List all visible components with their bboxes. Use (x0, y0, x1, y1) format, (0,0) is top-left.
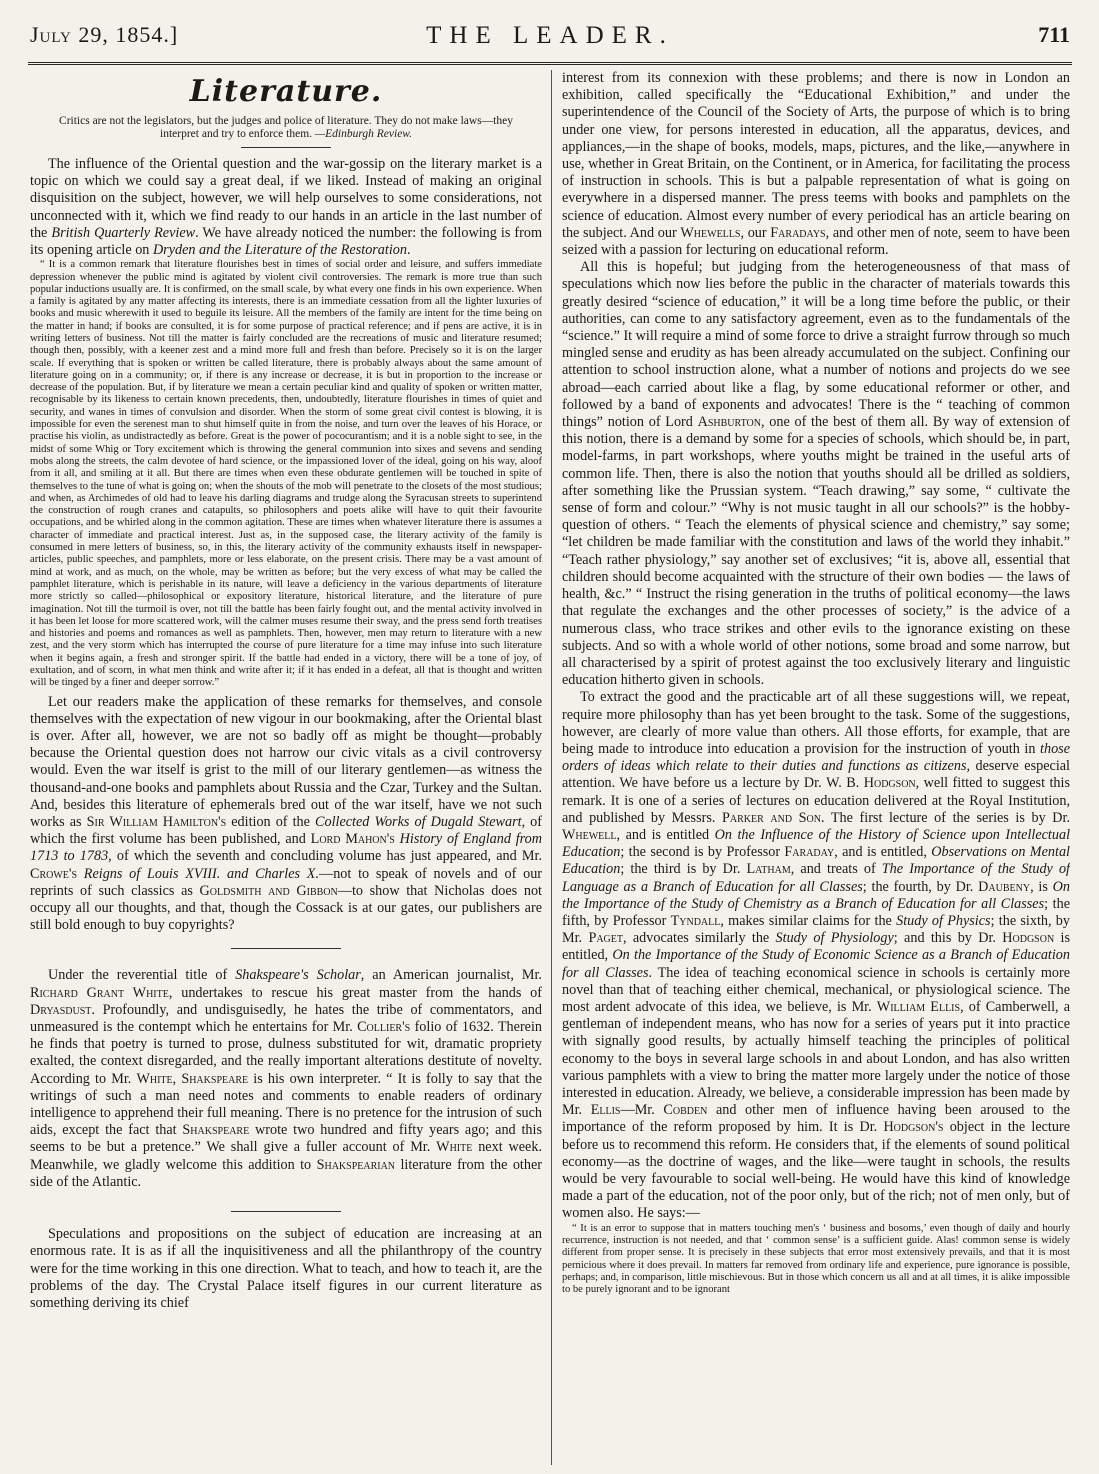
article-paragraph: To extract the good and the practicable art of all these suggestions will, we repeat, require more philosophy than has yet been brought to the task. Some of the suggestions, however, are clearly of more value than others. All those efforts, for example, that are being made to introduce into education a provision for the instruction of youth in those orders of ideas which relate to their duties and functions as citizens, deserve especial attention. We have before us a lecture by Dr. W. B. Hodgson, well fitted to suggest this remark. It is one of a series of lectures on education delivered at the Royal Institution, and published by Messrs. Parker and Son. The first lecture of the series is by Dr. Whewell, and is entitled On the Influence of the History of Science upon Intellectual Education; the second is by Professor Faraday, and is entitled, Observations on Mental Education; the third is by Dr. Latham, and treats of The Importance of the Study of Language as a Branch of Education for all Classes; the fourth, by Dr. Daubeny, is On the Importance of the Study of Chemistry as a Branch of Education for all Classes; the fifth, by Professor Tyndall, makes similar claims for the Study of Physics; the sixth, by Mr. Paget, advocates similarly the Study of Physiology; and this by Dr. Hodgson is entitled, On the Importance of the Study of Economic Science as a Branch of Education for all Classes. The idea of teaching economical science in schools is certainly more novel than that of teaching either chemical, mechanical, or physiological science. The most ardent advocate of this idea, we believe, is Mr. William Ellis, of Camberwell, a gentleman of independent means, who has now for a series of years put it into practice with signally good results, by actually himself teaching the principles of political economy to the boys in several large schools in and about London, and has also written various pamphlets with a view to bring the matter more largely under the notice of those interested in education. Already, we believe, a considerable impression has been made by Mr. Ellis—Mr. Cobden and other men of influence having been aroused to the importance of the reform proposed by him. It is Dr. Hodgson's object in the lecture before us to recommend this reform. He considers that, if the elements of sound political economy—as the doctrine of wages, and the like—were taught in schools, the results would be very favourable to social well-being. He would have this kind of knowledge made a part of the education, not of the poor only, but of the rich; not of men only, but of women also. He says:— (562, 689, 1070, 1222)
column-divider (551, 70, 552, 1465)
right-column (562, 70, 1070, 1470)
block-quote: “ It is an error to suppose that in matters touching men's ‘ business and bosoms,’ even though of daily and hourly recurrence, instruction is not needed, and that ‘ common sense’ is a sufficient guide. Alas! common sense is widely different from proper sense. It is precisely in these subjects that error most extensively prevails, and that it is most pernicious where it does prevail. In matters far removed from ordinary life and experience, pure ignorance is possible, perhaps; and, in comparison, little mischievous. But in those which concern us all and at all times, it is alike impossible to be purely ignorant and to be ignorant (562, 1222, 1070, 1296)
article-paragraph: Under the reverential title of Shakspeare's Scholar, an American journalist, Mr. Richard Grant White, undertakes to rescue his great master from the hands of Dryasdust. Profoundly, and undisguisedly, he hates the tribe of commentators, and unmeasured is the contempt which he entertains for Mr. Collier's folio of 1632. Therein he finds that poetry is turned to prose, dulness substituted for wit, dramatic propriety exalted, the context disregarded, and the really important alterations destitute of novelty. According to Mr. White, Shakspeare is his own interpreter. “ It is folly to say that the writings of such a man need notes and comments to enable readers of ordinary intelligence to apprehend their full meaning. There is no pretence for the intrusion of such aids, except the fact that Shakspeare wrote two hundred and fifty years ago; and this seems to be but a pretence.” We shall give a fuller account of Mr. White next week. Meanwhile, we gladly welcome this addition to Shakspearian literature from the other side of the Atlantic. (30, 967, 542, 1190)
left-column (30, 70, 542, 1470)
article-paragraph: Let our readers make the application of these remarks for themselves, and console themselves with the expectation of new vigour in our bookmaking, after the Oriental blast is over. After all, however, we are not so badly off as might be thought—probably because the Oriental question does not harrow our civic vitals as a civil controversy would. Even the war itself is grist to the mill of our literary gentlemen—as witness the thousand-and-one books and pamphlets about Russia and the Czar, Turkey and the Sultan. And, besides this literature of ephemerals bred out of the war itself, have we not such works as Sir William Hamilton's edition of the Collected Works of Dugald Stewart, of which the first volume has been published, and Lord Mahon's History of England from 1713 to 1783, of which the seventh and concluding volume has just appeared, and Mr. Crowe's Reigns of Louis XVIII. and Charles X.—not to speak of novels and of our reprints of such classics as Goldsmith and Gibbon—to show that Nicholas does not occupy all our thoughts, and that, though the Cossack is at our gates, our publishers are still bold enough to buy copyrights? (30, 693, 542, 934)
divider (231, 948, 341, 949)
publication-title: THE LEADER. (426, 22, 674, 49)
article-paragraph: The influence of the Oriental question and the war-gossip on the literary market is a topic on which we could say a great deal, if we liked. Instead of making an original disquisition on the subject, however, we will help ourselves to some considerations, not unconnected with it, which we find ready to our hands in an article in the last number of the British Quarterly Review. We have already noticed the number: the following is from its opening article on Dryden and the Literature of the Restoration. (30, 156, 542, 259)
section-motto (30, 115, 542, 141)
article-paragraph: Speculations and propositions on the subject of education are increasing at an enormous rate. It is as if all the inquisitiveness and all the philanthropy of the country were for the time working in this one direction. What to teach, and how to teach it, are the problems of the day. The Crystal Palace itself figures in our current literature as something deriving its chief (30, 1226, 542, 1311)
header-rule (28, 62, 1072, 65)
page-header (30, 22, 1070, 62)
block-quote: “ It is a common remark that literature flourishes best in times of social order and leisure, and suffers immediate depression whenever the public mind is agitated by violent civil controversies. The remark is more true than such popular inductions usually are. It is confirmed, on the small scale, by what every one finds in his own experience. When a family is agitated by any matter affecting its interests, there is an immediate cessation from all the lighter luxuries of books and music wherewith it used to beguile its leisure. All the members of the family are intent for the time being on the matter in hand; if books are consulted, it is for some purpose of practical reference; and if pens are active, it is in writing letters of business. Not till the matter is fairly concluded are the recreations of music and literature resumed; though then, possibly, with a keener zest and a mind more full and fresh than before. Precisely so it is on the larger scale. If everything that is spoken or written be called literature, there is probably always about the same amount of literature going on in a community; or, if there is any increase or decrease, it is but in proportion to the increase or decrease of the population. But, if by literature we mean a certain peculiar kind and quality of spoken or written matter, recognisable by its likeness to certain known precedents, then, undoubtedly, literature flourishes in times of quiet and security, and wanes in times of convulsion and disorder. When the storm of some great civil contest is blowing, it is impossible for even the serenest man to shut himself quite in from the noise, and turn over the leaves of his Horace, or practise his violin, as undistractedly as before. Great is the power of pococurantism; and it is a noble sight to see, in the midst of some Whig or Tory excitement which is throwing the general communion into sixes and sevens and sending mobs along the streets, the calm devotee of hard science, or the impassioned lover of the ideal, going on his way, aloof from it all, and smiling at it all. But there are times when even these obdurate gentlemen will be touched in spite of themselves to the tune of what is going on; when the shouts of the mob will penetrate to the closets of the most studious; and when, as Archimedes of old had to leave his darling diagrams and trudge along the Syracusan streets to superintend the construction of rough cranes and catapults, so philosophers and poets alike will have to quit their favourite occupations, and be whirled along in the common agitation. These are times when whatever literature there is assumes a character of immediate and practical interest. Just as, in the supposed case, the literary activity of the family is consumed in mere letters of business, so, in this, the literary activity of the community exhausts itself in newspaper-articles, public speeches, and pamphlets, more or less elaborate, on the present crisis. There may be a vast amount of mind at work, and as much, on the whole, may be written as before; but the very excess of what may be called the pamphlet literature, which is perishable in its nature, will leave a deficiency in the various departments of literature more strictly so called—philosophical or expository literature, historical literature, and the literature of pure imagination. Not till the turmoil is over, not till the battle has been fairly fought out, and the mental activity involved in it has been let loose for more scattered work, will the calmer muses resume their sway, and the press send forth treatises and histories and poems and romances as well as pamphlets. Then, however, men may return to literature with a new zest, and the very storm which has interrupted the course of pure literature for a time may infuse into such literature when it begins again, a fresh and stronger spirit. If the battle had ended in a victory, there will be a tone of joy, of exultation, and of scorn, in what men think and write after it; if it has ended in a defeat, all that is thought and written will be tinged by a finer and deeper sorrow.” (30, 259, 542, 689)
motto-source: —Edinburgh Review. (314, 128, 412, 140)
divider (241, 147, 331, 148)
page-number: 711 (1038, 22, 1070, 47)
issue-date: July 29, 1854.] (30, 22, 179, 47)
motto-text: Critics are not the legislators, but the judges and police of literature. They do not make laws—they interpret and try to enforce them. (59, 115, 513, 140)
article-paragraph: All this is hopeful; but judging from the heterogeneousness of that mass of speculations which now lies before the public in the character of materials towards this greatly desired “science of education,” it will be a long time before the public, or their authorities, can come to any satisfactory agreement, even as to the fundamentals of the “science.” It will require a mind of some force to drive a straight furrow through so much mingled sense and erudity as has been already accumulated on the subject. Confining our attention to school instruction alone, what a number of notions and projects do we see abroad—each carried about like a flag, by some educational reformer or other, and followed by a band of exponents and advocates! There is the “ teaching of common things” notion of Lord Ashburton, one of the best of them all. By way of extension of this notion, there is a demand by some for a species of schools, which should be, in part, model-farms, in part workshops, where youths might be trained in the useful arts of common life. Then, there is also the notion that youths should all be drilled as soldiers, after something like the Prussian system. “Teach drawing,” say some, “ cultivate the sense of form and colour.” “Why is not music taught in all our schools?” is the hobby-question of others. “ Teach the elements of physical science and chemistry,” say some; “let children be made familiar with the constitution and laws of the world they inhabit.” “Teach rather physiology,” say another set of exclusives; “it is, above all, essential that children should become acquainted with the structure of their own bodies — the laws of health, &c.” “ Instruct the rising generation in the truths of political economy—the laws that regulate the exchanges and the other processes of society,” is the advice of a numerous class, who trace strikes and other evils to the ignorance existing on these subjects. And so with a whole world of other notions, some broad and some narrow, but all characterised by a spirit of protest against the too exclusively literary and linguistic education hitherto given in schools. (562, 259, 1070, 689)
divider (231, 1211, 341, 1212)
section-title: Literature. (189, 74, 383, 109)
article-paragraph: interest from its connexion with these problems; and there is now in London an exhibition, called specifically the “Educational Exhibition,” and under the superintendence of the Council of the Society of Arts, the purpose of which is to bring under one view, for persons interested in education, all the apparatus, devices, and appliances,—in the shape of books, models, maps, pictures, and the like,—anywhere in use, whether in Great Britain, on the Continent, or in America, for facilitating the process of instruction in schools. This is but a palpable representation of what is going on everywhere in a dispersed manner. The press teems with books and pamphlets on the science of education. Almost every number of every periodical has an article bearing on the subject. And our Whewells, our Faradays, and other men of note, seem to have been seized with a passion for lecturing on educational reform. (562, 70, 1070, 259)
